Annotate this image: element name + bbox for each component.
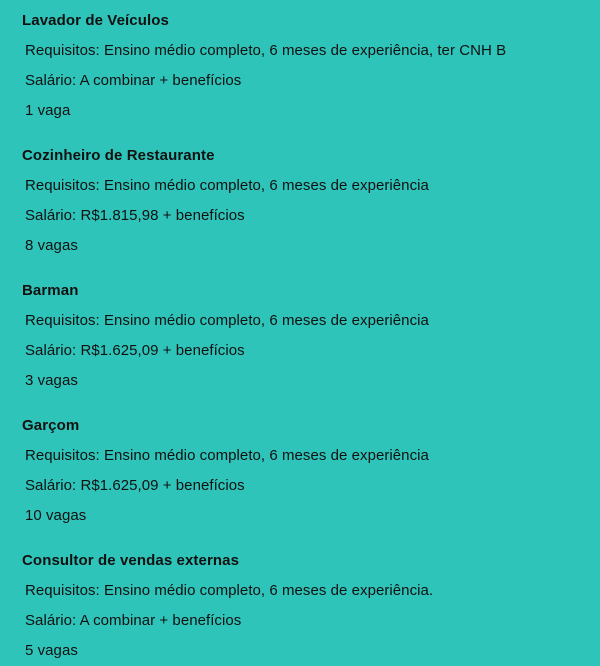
job-requirements: Requisitos: Ensino médio completo, 6 meses de experiência xyxy=(25,312,429,329)
job-posting xyxy=(0,141,600,261)
job-openings: 10 vagas xyxy=(25,507,87,524)
job-posting xyxy=(0,546,600,666)
job-salary: Salário: A combinar + benefícios xyxy=(25,612,242,629)
job-openings: 3 vagas xyxy=(25,372,78,389)
job-posting xyxy=(0,411,600,531)
job-salary: Salário: A combinar + benefícios xyxy=(25,72,242,89)
job-requirements: Requisitos: Ensino médio completo, 6 meses de experiência xyxy=(25,177,429,194)
job-posting xyxy=(0,6,600,126)
job-title: Cozinheiro de Restaurante xyxy=(22,147,215,164)
job-salary: Salário: R$1.625,09 + benefícios xyxy=(25,342,245,359)
job-title: Garçom xyxy=(22,417,80,434)
job-title: Barman xyxy=(22,282,79,299)
job-posting xyxy=(0,276,600,396)
job-salary: Salário: R$1.625,09 + benefícios xyxy=(25,477,245,494)
job-openings: 1 vaga xyxy=(25,102,71,119)
job-requirements: Requisitos: Ensino médio completo, 6 meses de experiência, ter CNH B xyxy=(25,42,507,59)
job-title: Lavador de Veículos xyxy=(22,12,169,29)
job-openings: 8 vagas xyxy=(25,237,78,254)
job-openings: 5 vagas xyxy=(25,642,78,659)
job-requirements: Requisitos: Ensino médio completo, 6 meses de experiência xyxy=(25,447,429,464)
job-salary: Salário: R$1.815,98 + benefícios xyxy=(25,207,245,224)
job-requirements: Requisitos: Ensino médio completo, 6 meses de experiência. xyxy=(25,582,434,599)
job-title: Consultor de vendas externas xyxy=(22,552,240,569)
